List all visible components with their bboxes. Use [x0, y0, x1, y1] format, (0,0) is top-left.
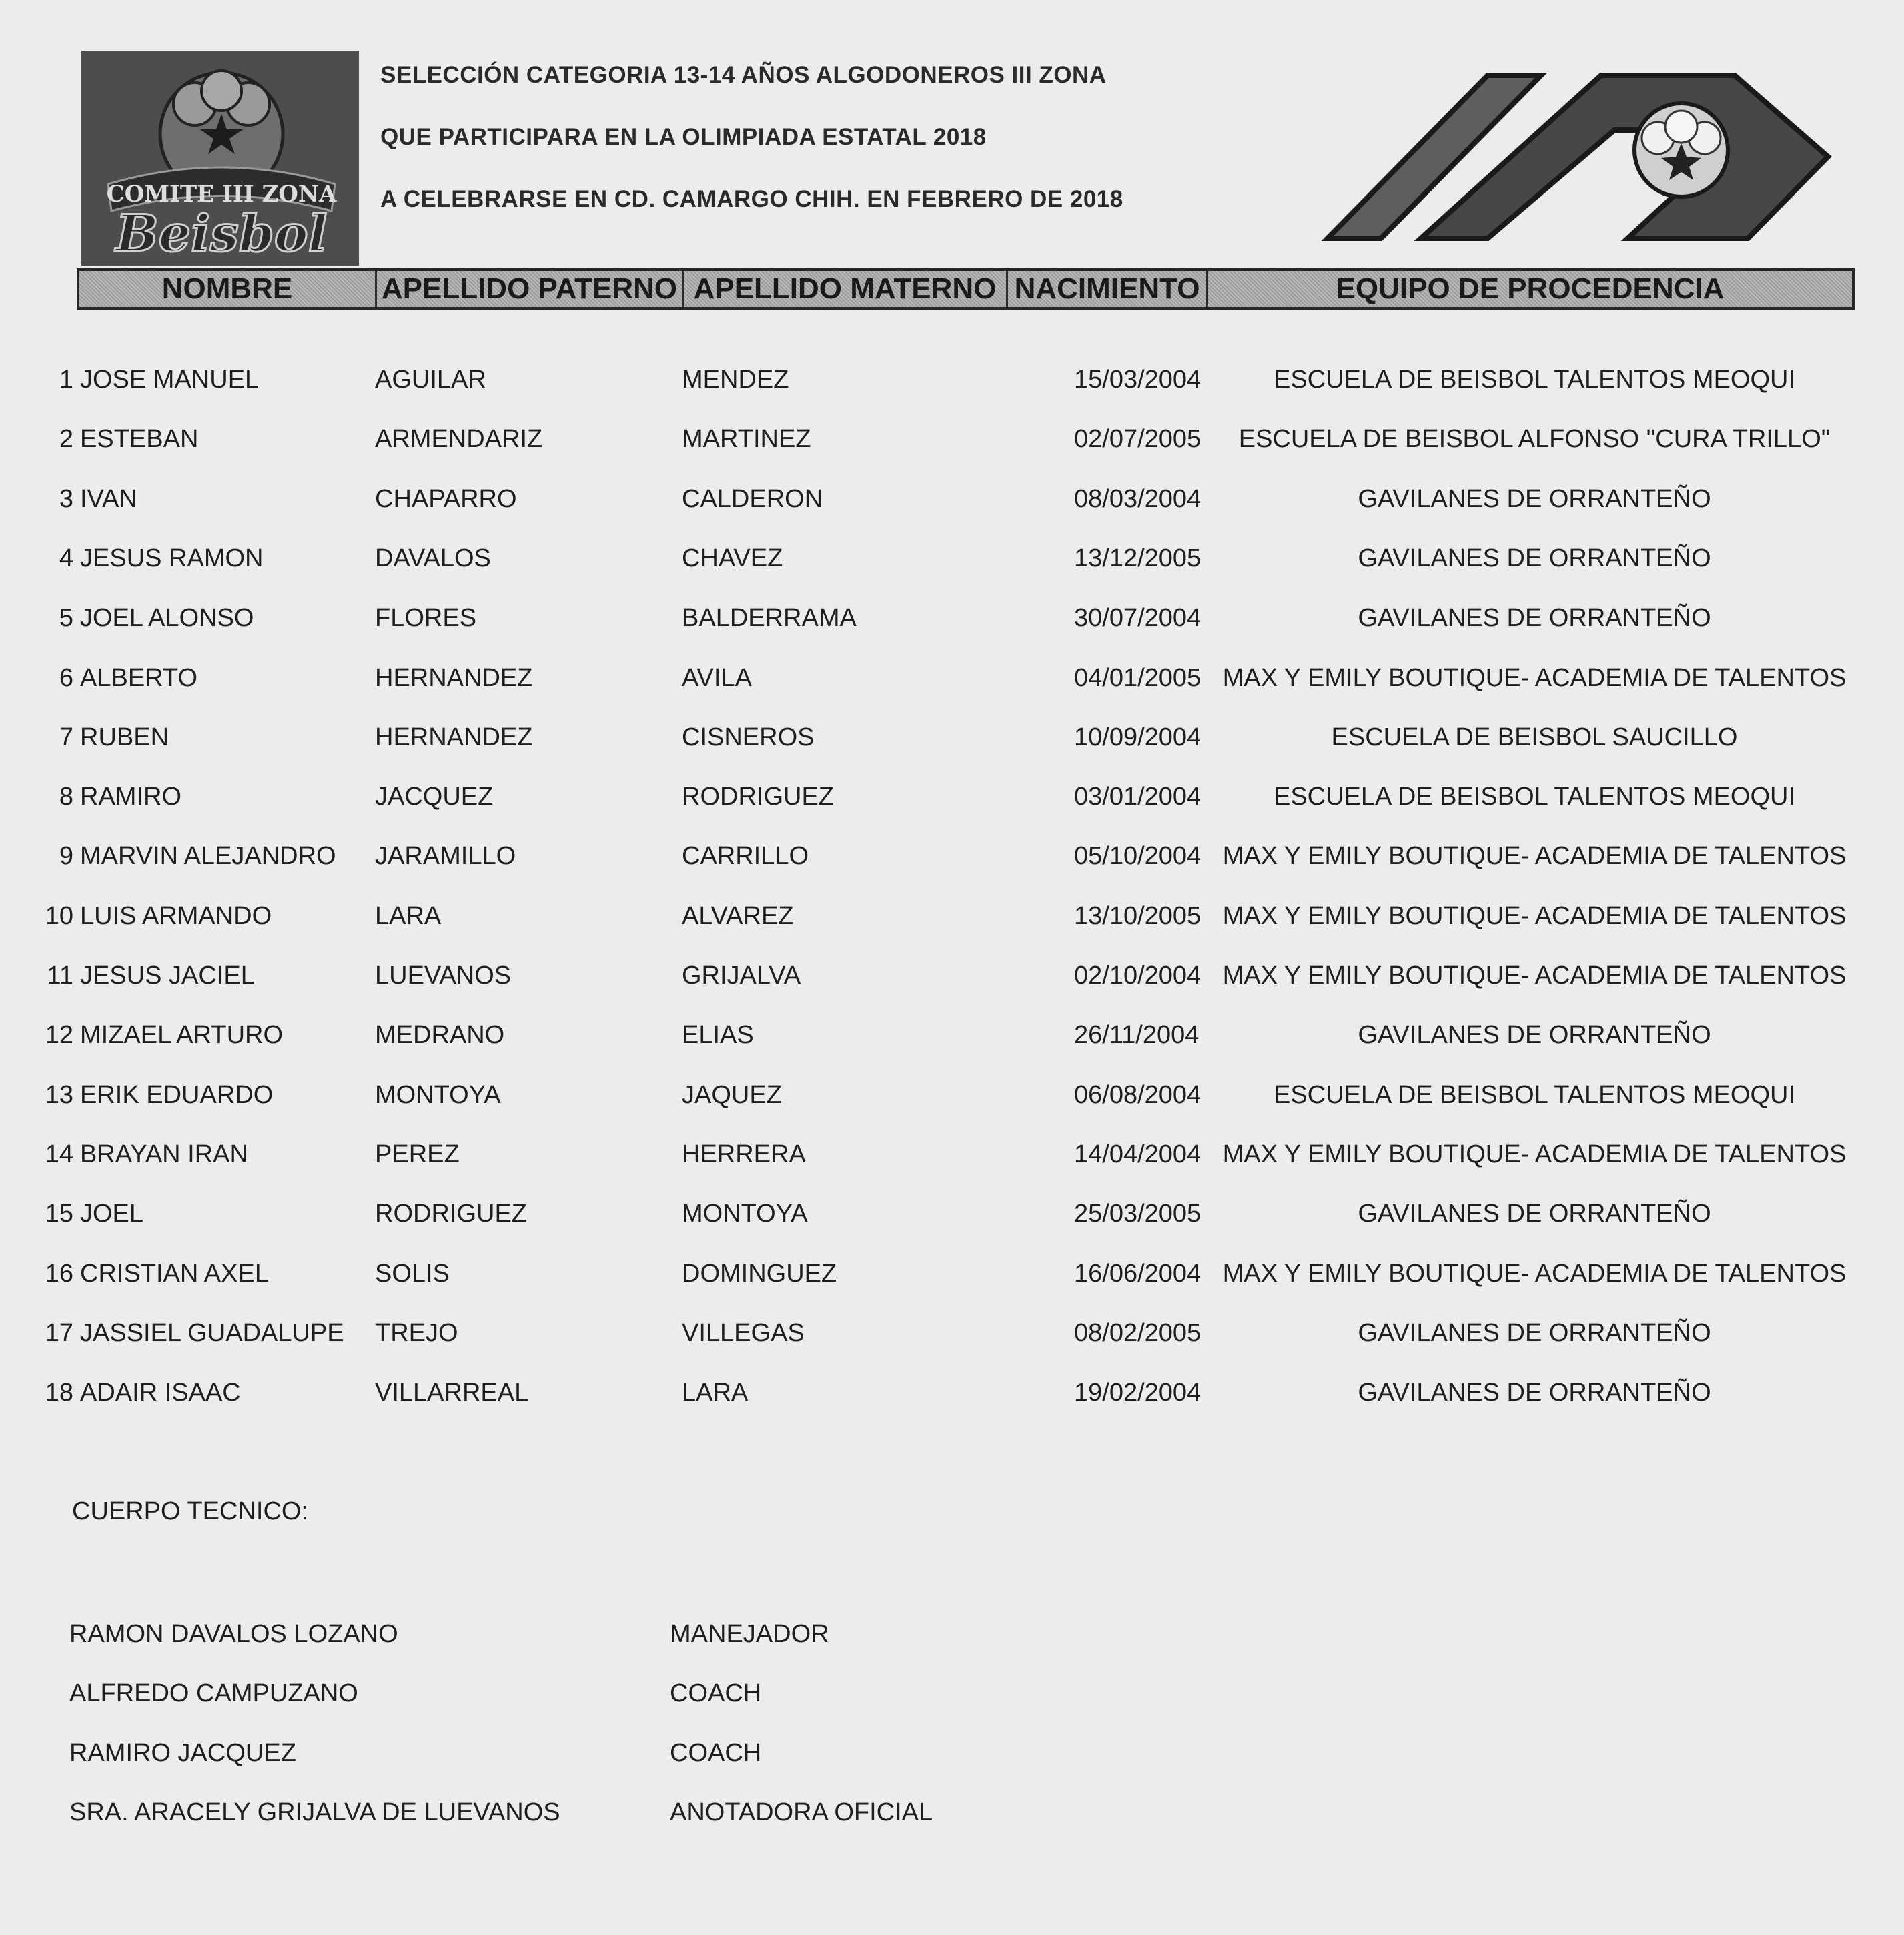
table-row — [0, 366, 1904, 406]
cell-equipo: MAX Y EMILY BOUTIQUE- ACADEMIA DE TALENTOS — [1222, 901, 1847, 930]
cell-apellido-paterno: LARA — [375, 901, 442, 930]
table-row — [0, 1081, 1904, 1121]
svg-text:Beisbol: Beisbol — [115, 204, 328, 263]
cell-apellido-materno: RODRIGUEZ — [682, 783, 834, 811]
cell-nacimiento: 02/07/2005 — [1074, 425, 1202, 454]
cell-nombre: MIZAEL ARTURO — [80, 1021, 284, 1050]
staff-name: RAMIRO JACQUEZ — [69, 1739, 296, 1767]
cell-nacimiento: 25/03/2005 — [1074, 1200, 1202, 1228]
staff-name: ALFREDO CAMPUZANO — [69, 1679, 358, 1707]
cell-nombre: ESTEBAN — [80, 425, 199, 454]
cell-apellido-materno: HERRERA — [682, 1140, 806, 1168]
column-header-nombre: NOMBRE — [79, 271, 377, 307]
cell-apellido-paterno: LUEVANOS — [375, 961, 512, 990]
cell-apellido-paterno: SOLIS — [375, 1259, 450, 1288]
row-number: 4 — [59, 544, 73, 572]
cell-nombre: ADAIR ISAAC — [80, 1379, 241, 1407]
cell-equipo: MAX Y EMILY BOUTIQUE- ACADEMIA DE TALENTOS — [1222, 961, 1847, 990]
cell-apellido-materno: LARA — [682, 1379, 749, 1407]
row-number: 1 — [59, 366, 73, 394]
table-row — [0, 783, 1904, 823]
cell-apellido-paterno: HERNANDEZ — [375, 663, 533, 692]
cell-nombre: LUIS ARMANDO — [80, 901, 272, 930]
cell-nombre: BRAYAN IRAN — [80, 1140, 248, 1168]
cell-nombre: CRISTIAN AXEL — [80, 1259, 269, 1288]
table-row — [0, 902, 1904, 942]
cell-apellido-paterno: JACQUEZ — [375, 783, 494, 811]
cell-nacimiento: 02/10/2004 — [1074, 961, 1202, 990]
table-row — [0, 723, 1904, 763]
cell-equipo: MAX Y EMILY BOUTIQUE- ACADEMIA DE TALENTOS — [1222, 842, 1847, 871]
row-number: 18 — [45, 1379, 73, 1407]
table-header — [77, 268, 1855, 310]
staff-name: RAMON DAVALOS LOZANO — [69, 1620, 398, 1648]
algodoneros-logo — [1321, 63, 1848, 250]
cell-nombre: RAMIRO — [80, 783, 181, 811]
cell-nacimiento: 03/01/2004 — [1074, 783, 1202, 811]
table-row — [0, 1200, 1904, 1240]
cell-apellido-paterno: HERNANDEZ — [375, 723, 533, 751]
cell-apellido-materno: CHAVEZ — [682, 544, 783, 572]
cell-nacimiento: 13/10/2005 — [1074, 901, 1202, 930]
cell-apellido-paterno: CHAPARRO — [375, 484, 517, 513]
cotton-icon — [1634, 103, 1728, 197]
staff-row — [0, 1739, 1904, 1779]
cell-apellido-paterno: FLORES — [375, 604, 477, 633]
cell-equipo: MAX Y EMILY BOUTIQUE- ACADEMIA DE TALENTOS — [1222, 1140, 1847, 1168]
cell-apellido-materno: VILLEGAS — [682, 1318, 805, 1347]
cell-equipo: GAVILANES DE ORRANTEÑO — [1358, 604, 1711, 633]
row-number: 3 — [59, 484, 73, 513]
comite-beisbol-logo — [81, 51, 359, 266]
staff-role: COACH — [670, 1739, 762, 1767]
staff-row — [0, 1620, 1904, 1660]
row-number: 5 — [59, 604, 73, 633]
row-number: 2 — [59, 425, 73, 454]
row-number: 13 — [45, 1080, 73, 1109]
cell-apellido-materno: GRIJALVA — [682, 961, 801, 990]
cell-equipo: ESCUELA DE BEISBOL SAUCILLO — [1331, 723, 1738, 751]
cell-equipo: GAVILANES DE ORRANTEÑO — [1358, 1200, 1711, 1228]
table-row — [0, 1021, 1904, 1061]
cell-equipo: GAVILANES DE ORRANTEÑO — [1358, 1379, 1711, 1407]
cell-apellido-paterno: JARAMILLO — [375, 842, 516, 871]
table-row — [0, 1319, 1904, 1359]
cell-nacimiento: 16/06/2004 — [1074, 1259, 1202, 1288]
cell-nacimiento: 04/01/2005 — [1074, 663, 1202, 692]
row-number: 14 — [45, 1140, 73, 1168]
column-header-apellido-materno: APELLIDO MATERNO — [684, 271, 1008, 307]
cell-nacimiento: 05/10/2004 — [1074, 842, 1202, 871]
cell-apellido-paterno: TREJO — [375, 1318, 458, 1347]
cell-nacimiento: 08/02/2005 — [1074, 1318, 1202, 1347]
cell-apellido-paterno: ARMENDARIZ — [375, 425, 543, 454]
staff-row — [0, 1798, 1904, 1838]
cell-nacimiento: 10/09/2004 — [1074, 723, 1202, 751]
cell-apellido-materno: JAQUEZ — [682, 1080, 782, 1109]
table-row — [0, 1140, 1904, 1180]
cell-nacimiento: 15/03/2004 — [1074, 366, 1202, 394]
row-number: 6 — [59, 663, 73, 692]
table-row — [0, 1260, 1904, 1300]
row-number: 12 — [45, 1021, 73, 1050]
cell-nombre: JASSIEL GUADALUPE — [80, 1318, 344, 1347]
table-row — [0, 425, 1904, 465]
cell-nacimiento: 08/03/2004 — [1074, 484, 1202, 513]
cell-apellido-paterno: PEREZ — [375, 1140, 460, 1168]
cell-apellido-materno: MENDEZ — [682, 366, 789, 394]
cell-nombre: IVAN — [80, 484, 137, 513]
cell-apellido-paterno: DAVALOS — [375, 544, 491, 572]
cell-nombre: JOSE MANUEL — [80, 366, 260, 394]
row-number: 15 — [45, 1200, 73, 1228]
table-row — [0, 544, 1904, 585]
table-row — [0, 961, 1904, 1002]
column-header-nacimiento: NACIMIENTO — [1008, 271, 1208, 307]
row-number: 8 — [59, 783, 73, 811]
cell-nacimiento: 19/02/2004 — [1074, 1379, 1202, 1407]
cell-nombre: JOEL ALONSO — [80, 604, 254, 633]
cell-apellido-materno: ALVAREZ — [682, 901, 794, 930]
cell-equipo: ESCUELA DE BEISBOL ALFONSO "CURA TRILLO" — [1238, 425, 1831, 454]
table-row — [0, 485, 1904, 525]
cell-equipo: GAVILANES DE ORRANTEÑO — [1358, 484, 1711, 513]
cell-nacimiento: 13/12/2005 — [1074, 544, 1202, 572]
cell-nombre: JESUS RAMON — [80, 544, 264, 572]
column-header-apellido-paterno: APELLIDO PATERNO — [377, 271, 684, 307]
column-header-equipo: EQUIPO DE PROCEDENCIA — [1336, 272, 1725, 305]
cell-apellido-paterno: AGUILAR — [375, 366, 486, 394]
title-line-3: A CELEBRARSE EN CD. CAMARGO CHIH. EN FEBRERO DE 2018 — [380, 186, 1123, 212]
cell-equipo: ESCUELA DE BEISBOL TALENTOS MEOQUI — [1273, 366, 1796, 394]
staff-title: CUERPO TECNICO: — [72, 1497, 309, 1525]
cell-apellido-materno: MARTINEZ — [682, 425, 811, 454]
staff-role: ANOTADORA OFICIAL — [670, 1798, 933, 1826]
cell-nombre: RUBEN — [80, 723, 169, 751]
cell-apellido-materno: DOMINGUEZ — [682, 1259, 837, 1288]
cell-apellido-paterno: MEDRANO — [375, 1021, 505, 1050]
title-line-1: SELECCIÓN CATEGORIA 13-14 AÑOS ALGODONEROS III ZONA — [380, 62, 1107, 88]
cell-nombre: MARVIN ALEJANDRO — [80, 842, 336, 871]
cell-equipo: GAVILANES DE ORRANTEÑO — [1358, 1021, 1711, 1050]
row-number: 16 — [45, 1259, 73, 1288]
cell-nacimiento: 14/04/2004 — [1074, 1140, 1202, 1168]
row-number: 7 — [59, 723, 73, 751]
table-row — [0, 842, 1904, 882]
cell-apellido-materno: AVILA — [682, 663, 752, 692]
staff-role: COACH — [670, 1679, 762, 1707]
title-line-2: QUE PARTICIPARA EN LA OLIMPIADA ESTATAL 2018 — [380, 124, 987, 150]
cell-nacimiento: 30/07/2004 — [1074, 604, 1202, 633]
cell-apellido-materno: CARRILLO — [682, 842, 809, 871]
row-number: 11 — [47, 961, 73, 990]
cell-equipo: ESCUELA DE BEISBOL TALENTOS MEOQUI — [1273, 783, 1796, 811]
cell-apellido-materno: CALDERON — [682, 484, 823, 513]
cell-nacimiento: 26/11/2004 — [1074, 1021, 1200, 1050]
cell-equipo: GAVILANES DE ORRANTEÑO — [1358, 544, 1711, 572]
row-number: 10 — [45, 901, 73, 930]
row-number: 17 — [45, 1318, 73, 1347]
cell-nombre: ERIK EDUARDO — [80, 1080, 274, 1109]
staff-name: SRA. ARACELY GRIJALVA DE LUEVANOS — [69, 1798, 560, 1826]
cell-nacimiento: 06/08/2004 — [1074, 1080, 1202, 1109]
staff-row — [0, 1679, 1904, 1719]
cell-apellido-materno: BALDERRAMA — [682, 604, 857, 633]
table-row — [0, 664, 1904, 704]
cell-equipo: GAVILANES DE ORRANTEÑO — [1358, 1318, 1711, 1347]
row-number: 9 — [59, 842, 73, 871]
cell-equipo: MAX Y EMILY BOUTIQUE- ACADEMIA DE TALENTOS — [1222, 663, 1847, 692]
cell-nombre: JOEL — [80, 1200, 144, 1228]
cotton-boll-icon — [81, 51, 359, 266]
cell-apellido-materno: MONTOYA — [682, 1200, 808, 1228]
cell-nombre: JESUS JACIEL — [80, 961, 255, 990]
staff-role: MANEJADOR — [670, 1620, 829, 1648]
cell-equipo: ESCUELA DE BEISBOL TALENTOS MEOQUI — [1273, 1080, 1796, 1109]
svg-text:COMITE III ZONA: COMITE III ZONA — [106, 181, 337, 208]
cell-apellido-paterno: MONTOYA — [375, 1080, 501, 1109]
cell-nombre: ALBERTO — [80, 663, 198, 692]
table-row — [0, 604, 1904, 644]
cell-apellido-materno: CISNEROS — [682, 723, 815, 751]
cell-apellido-paterno: VILLARREAL — [375, 1379, 529, 1407]
cell-apellido-materno: ELIAS — [682, 1021, 754, 1050]
cell-equipo: MAX Y EMILY BOUTIQUE- ACADEMIA DE TALENTOS — [1222, 1259, 1847, 1288]
cell-apellido-paterno: RODRIGUEZ — [375, 1200, 527, 1228]
table-row — [0, 1379, 1904, 1419]
